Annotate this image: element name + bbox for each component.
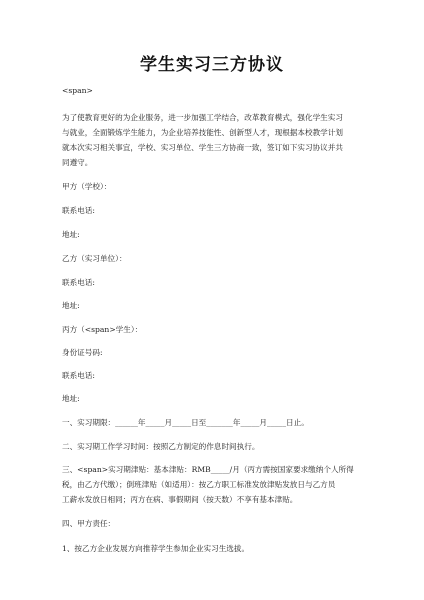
clause-allowance bbox=[62, 462, 366, 507]
party-c-label: 丙方（<span>学生）： bbox=[62, 325, 143, 334]
document-title: 学生实习三方协议 bbox=[140, 55, 284, 75]
party-b-label: 乙方（实习单位）： bbox=[62, 254, 127, 263]
clause-party-a-duty-1: 1、按乙方企业发展方向推荐学生参加企业实习生选拔。 bbox=[62, 544, 250, 553]
party-c-id-number: 身份证号码: bbox=[62, 348, 103, 357]
party-b-address: 地址: bbox=[62, 301, 80, 310]
intro-line: 同遵守。 bbox=[62, 158, 93, 167]
party-a-label: 甲方（学校）： bbox=[62, 182, 112, 191]
intro-line: 为了使教育更好的为企业服务，进一步加强工学结合，改革教育模式，强化学生实习 bbox=[62, 113, 343, 122]
clause-internship-period: 一、实习期限：______年_____月_____日至_______年_____月_____日止。 bbox=[62, 418, 309, 427]
clause-allowance-line: 税，由乙方代缴）；倒班津贴（如适用）：按乙方职工标准发放津贴发放日与乙方员 bbox=[62, 480, 336, 489]
intro-line: 就本次实习相关事宜，学校、实习单位、学生三方协商一致，签订如下实习协议并共 bbox=[62, 143, 343, 152]
clause-work-hours: 二、实习期工作学习时间：按照乙方制定的作息时间执行。 bbox=[62, 442, 260, 451]
clause-party-a-duties: 四、甲方责任： bbox=[62, 519, 116, 528]
intro-line: 与就业，全面锻炼学生能力，为企业培养技能性、创新型人才，现根据本校教学计划 bbox=[62, 128, 343, 137]
party-c-address: 地址: bbox=[62, 394, 80, 403]
clause-allowance-line: 工薪水发放日相同；丙方在病、事假期间（按天数）不享有基本津贴。 bbox=[62, 495, 298, 504]
party-c-phone: 联系电话: bbox=[62, 371, 95, 380]
intro-paragraph bbox=[62, 110, 366, 170]
party-a-phone: 联系电话: bbox=[62, 206, 95, 215]
party-b-phone: 联系电话: bbox=[62, 278, 95, 287]
span-tag-text: <span> bbox=[62, 86, 93, 95]
party-a-address: 地址: bbox=[62, 230, 80, 239]
clause-allowance-line: 三、<span>实习期津贴：基本津贴：RMB_____/月（丙方需按国家要求缴纳个人所得 bbox=[62, 465, 354, 474]
